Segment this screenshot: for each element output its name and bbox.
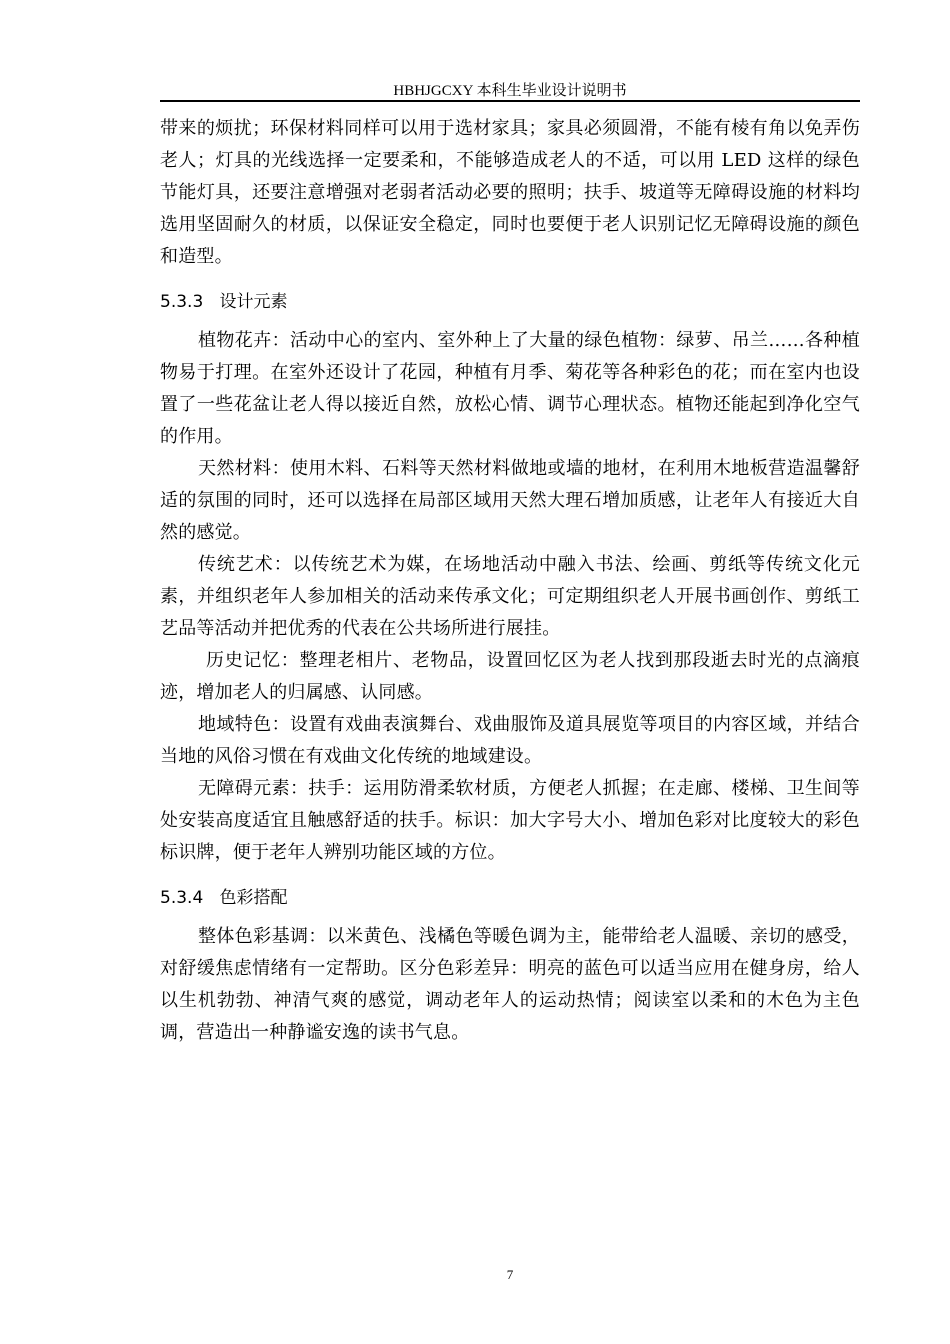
paragraph-traditional-art: 传统艺术：以传统艺术为媒，在场地活动中融入书法、绘画、剪纸等传统文化元素，并组织老年人参加相关的活动来传承文化；可定期组织老人开展书画创作、剪纸工艺品等活动并把优秀的代表在公共场所进行展挂。 [160, 554, 860, 639]
document-body [160, 113, 860, 1049]
header-divider [160, 100, 860, 102]
paragraph-accessibility: 无障碍元素：扶手：运用防滑柔软材质，方便老人抓握；在走廊、楼梯、卫生间等处安装高度适宜且触感舒适的扶手。标识：加大字号大小、增加色彩对比度较大的彩色标识牌，便于老年人辨别功能区域的方位。 [160, 778, 860, 863]
document-header: HBHJGCXY 本科生毕业设计说明书 [393, 83, 627, 99]
page-number: 7 [506, 1267, 514, 1282]
paragraph-plants: 植物花卉：活动中心的室内、室外种上了大量的绿色植物：绿萝、吊兰……各种植物易于打理。在室外还设计了花园，种植有月季、菊花等各种彩色的花；而在室内也设置了一些花盆让老人得以接近自然，放松心情、调节心理状态。植物还能起到净化空气的作用。 [160, 330, 860, 447]
paragraph-regional-features: 地域特色：设置有戏曲表演舞台、戏曲服饰及道具展览等项目的内容区域，并结合当地的风俗习惯在有戏曲文化传统的地域建设。 [160, 714, 860, 767]
paragraph-historical-memory: 历史记忆：整理老相片、老物品，设置回忆区为老人找到那段逝去时光的点滴痕迹，增加老人的归属感、认同感。 [160, 650, 860, 703]
paragraph-natural-materials: 天然材料：使用木料、石料等天然材料做地或墙的地材，在利用木地板营造温馨舒适的氛围的同时，还可以选择在局部区域用天然大理石增加质感，让老年人有接近大自然的感觉。 [160, 458, 860, 543]
section-heading-5-3-4: 5.3.4 色彩搭配 [160, 888, 288, 908]
section-heading-5-3-3: 5.3.3 设计元素 [160, 292, 288, 312]
intro-paragraph: 带来的烦扰；环保材料同样可以用于选材家具；家具必须圆滑，不能有棱有角以免弄伤老人；灯具的光线选择一定要柔和，不能够造成老人的不适，可以用 LED 这样的绿色节能灯具，还要注意增强对老弱者活动必要的照明；扶手、坡道等无障碍设施的材料均选用坚固耐久的材质，以保证安全稳定，同时也要便于老人识别记忆无障碍设施的颜色和造型。 [160, 118, 860, 267]
paragraph-color-scheme: 整体色彩基调：以米黄色、浅橘色等暖色调为主，能带给老人温暖、亲切的感受，对舒缓焦虑情绪有一定帮助。区分色彩差异：明亮的蓝色可以适当应用在健身房，给人以生机勃勃、神清气爽的感觉，调动老年人的运动热情；阅读室以柔和的木色为主色调，营造出一种静谧安逸的读书气息。 [160, 926, 860, 1043]
